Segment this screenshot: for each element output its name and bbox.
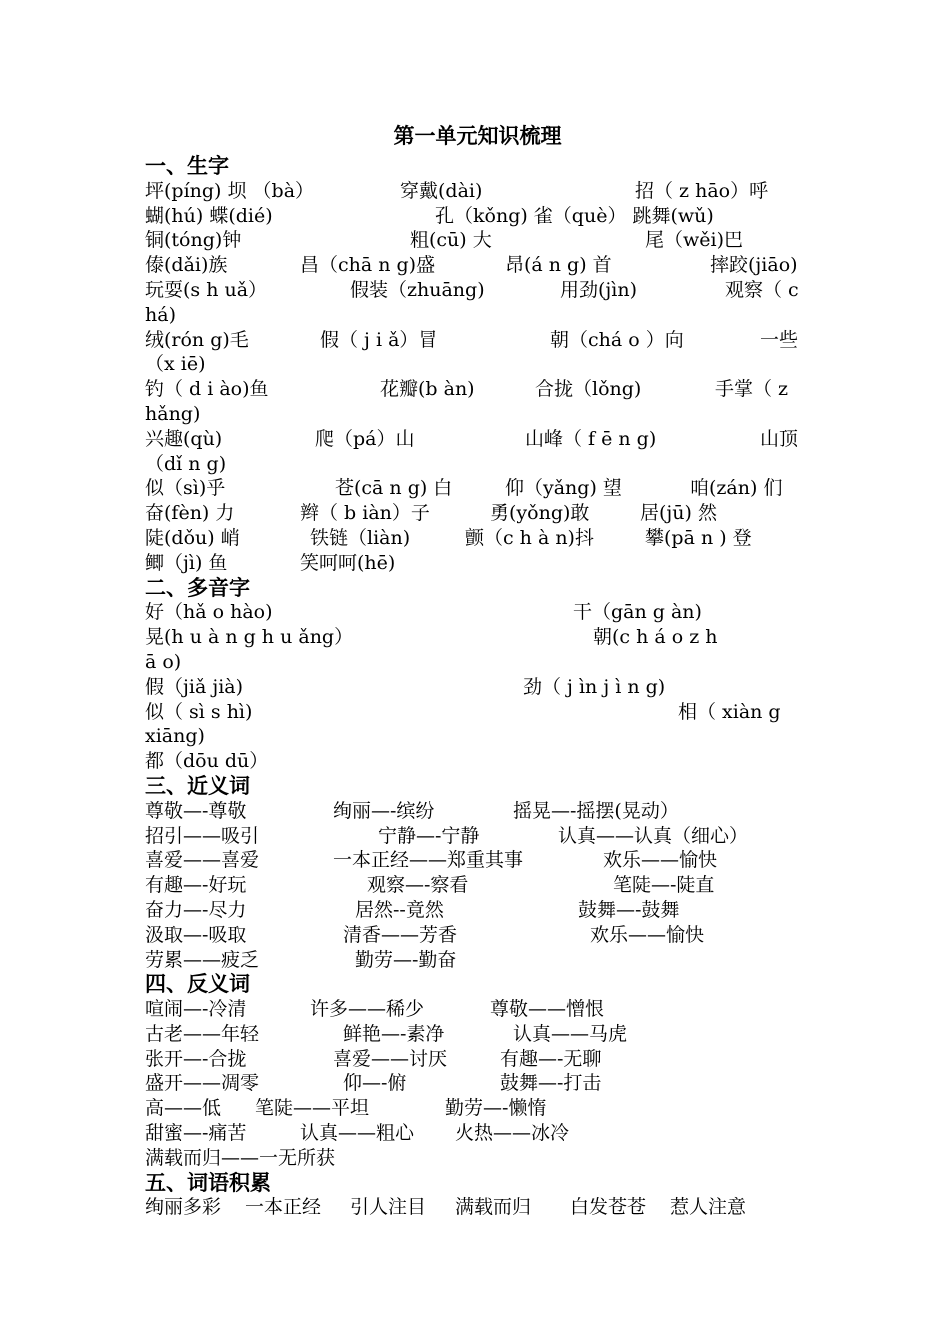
duoyin-list: [145, 600, 810, 774]
text-line: [145, 997, 810, 1022]
entry-text: 鼓舞—-打击: [500, 1072, 602, 1095]
entry-text: 认真——认真（细心）: [558, 824, 749, 847]
entry-text: 火热——冰冷: [455, 1122, 570, 1145]
text-line: [145, 749, 810, 774]
text-line: [145, 625, 810, 650]
entry-text: 喜爱——喜爱: [145, 849, 260, 872]
text-line: [145, 824, 810, 849]
shengzi-list: [145, 179, 810, 576]
entry-text: 尾（wěi)巴: [645, 229, 743, 252]
entry-text: 许多——稀少: [310, 998, 425, 1021]
entry-text: 手掌（ z: [715, 378, 789, 401]
entry-text: 笔陡—-陡直: [613, 874, 715, 897]
text-line: [145, 675, 810, 700]
section-heading: 三、近义词: [145, 773, 250, 798]
entry-text: 孔（kǒng) 雀（què） 跳舞(wǔ): [435, 204, 714, 227]
text-line: [145, 452, 810, 477]
entry-text: 满载而归——一无所获: [145, 1146, 336, 1169]
text-line: [145, 600, 810, 625]
section-heading: 二、多音字: [145, 575, 250, 600]
text-line: [145, 650, 810, 675]
entry-text: 坪(píng) 坝 （bà）: [145, 179, 315, 202]
entry-text: 铁链（liàn): [310, 526, 411, 549]
entry-text: 招（ z hāo）呼: [635, 179, 769, 202]
entry-text: 昂(á n g) 首: [505, 254, 612, 277]
entry-text: 似（sì)乎: [145, 477, 226, 500]
entry-text: 穿戴(dài): [400, 179, 483, 202]
entry-text: 观察（ c: [725, 278, 799, 301]
entry-text: 有趣—-无聊: [500, 1047, 602, 1070]
entry-text: 观察—-察看: [367, 874, 469, 897]
entry-text: 笑呵呵(hē): [300, 551, 396, 574]
entry-text: 用劲(jìn): [560, 278, 638, 301]
entry-text: 古老——年轻: [145, 1022, 260, 1045]
entry-text: 花瓣(b àn): [380, 378, 475, 401]
entry-text: ā o): [145, 650, 182, 673]
entry-text: 惹人注意: [670, 1196, 747, 1219]
text-line: [145, 1195, 810, 1220]
entry-text: 有趣—-好玩: [145, 874, 247, 897]
text-line: [145, 501, 810, 526]
entry-text: 招引——吸引: [145, 824, 260, 847]
entry-text: 盛开——凋零: [145, 1072, 260, 1095]
entry-text: 合拢（lǒng): [535, 378, 642, 401]
text-line: [145, 1096, 810, 1121]
entry-text: xiāng): [145, 725, 205, 748]
entry-text: 爬（pá）山: [315, 427, 415, 450]
entry-text: 粗(cū) 大: [410, 229, 492, 252]
entry-text: 宁静—-宁静: [378, 824, 480, 847]
entry-text: 满载而归: [455, 1196, 532, 1219]
entry-text: 甜蜜—-痛苦: [145, 1122, 247, 1145]
text-line: [145, 476, 810, 501]
entry-text: 朝（chá o ）向: [550, 328, 684, 351]
entry-text: 喜爱——讨厌: [333, 1047, 448, 1070]
entry-text: 鼓舞—-鼓舞: [578, 898, 680, 921]
entry-text: 勤劳—-勤奋: [355, 948, 457, 971]
entry-text: 攀(pā n ) 登: [645, 526, 752, 549]
entry-text: 假装（zhuāng): [350, 278, 485, 301]
entry-text: 山顶: [760, 427, 799, 450]
entry-text: 一些: [760, 328, 799, 351]
entry-text: 假（jiǎ jià): [145, 675, 244, 698]
text-line: [145, 278, 810, 303]
entry-text: 居然--竟然: [355, 898, 444, 921]
entry-text: 奋(fèn) 力: [145, 502, 235, 525]
entry-text: 钓（ d i ào)鱼: [145, 378, 269, 401]
entry-text: 绒(rón g)毛: [145, 328, 249, 351]
text-line: [145, 551, 810, 576]
text-line: [145, 352, 810, 377]
entry-text: 假（ j i ǎ）冒: [320, 328, 438, 351]
text-line: [145, 724, 810, 749]
text-line: [145, 427, 810, 452]
text-line: [145, 1146, 810, 1171]
entry-text: 笔陡——平坦: [255, 1097, 370, 1120]
text-line: [145, 1121, 810, 1146]
text-line: [145, 228, 810, 253]
text-line: [145, 303, 810, 328]
entry-text: 尊敬—-尊敬: [145, 799, 247, 822]
entry-text: 清香——芳香: [343, 923, 458, 946]
fanyi-list: [145, 997, 810, 1171]
entry-text: 干（gān g àn): [573, 601, 702, 624]
entry-text: 铜(tóng)钟: [145, 229, 242, 252]
section-heading: 一、生字: [145, 154, 229, 178]
entry-text: 都（dōu dū）: [145, 750, 269, 773]
section-heading: 四、反义词: [145, 972, 250, 997]
text-line: [145, 898, 810, 923]
entry-text: 一本正经: [245, 1196, 322, 1219]
entry-text: 仰—-俯: [343, 1072, 407, 1095]
text-line: [145, 700, 810, 725]
entry-text: 汲取—-吸取: [145, 923, 247, 946]
text-line: [145, 377, 810, 402]
entry-text: （dǐ n g): [145, 452, 227, 475]
entry-text: 高——低: [145, 1097, 222, 1120]
entry-text: 昌（chā n g)盛: [300, 254, 436, 277]
page-title: 第一单元知识梳理: [393, 124, 562, 148]
jinyi-list: [145, 799, 810, 973]
entry-text: 陡(dǒu) 峭: [145, 526, 240, 549]
entry-text: 山峰（ f ē n g): [525, 427, 657, 450]
entry-text: 认真——马虎: [513, 1022, 628, 1045]
text-line: [145, 923, 810, 948]
entry-text: 晃(h u à n g h u ǎng）: [145, 626, 354, 649]
entry-text: （x iē): [145, 353, 206, 376]
entry-text: 鲜艳—-素净: [343, 1022, 445, 1045]
entry-text: 奋力—-尽力: [145, 898, 247, 921]
entry-text: 颤（c h à n)抖: [465, 526, 594, 549]
entry-text: 尊敬——憎恨: [490, 998, 605, 1021]
entry-text: 似（ sì s hì): [145, 700, 253, 723]
entry-text: 蝴(hú) 蝶(dié): [145, 204, 273, 227]
text-line: [145, 799, 810, 824]
entry-text: 摇晃—-摇摆(晃动）: [513, 799, 679, 822]
entry-text: 欢乐——愉快: [603, 849, 718, 872]
entry-text: 相（ xiàn g: [678, 700, 781, 723]
entry-text: 居(jū) 然: [640, 502, 717, 525]
text-line: [145, 526, 810, 551]
entry-text: 欢乐——愉快: [590, 923, 705, 946]
text-line: [145, 402, 810, 427]
document-page: [145, 118, 810, 1220]
entry-text: 白发苍苍: [570, 1196, 647, 1219]
entry-text: 咱(zán) 们: [690, 477, 783, 500]
entry-text: 苍(cā n g) 白: [335, 477, 453, 500]
entry-text: 好（hǎ o hào): [145, 601, 273, 624]
section-heading: 五、词语积累: [145, 1170, 271, 1195]
entry-text: há): [145, 303, 176, 326]
entry-text: 兴趣(qù): [145, 427, 223, 450]
text-line: [145, 848, 810, 873]
entry-text: 勇(yǒng)敢: [490, 502, 590, 525]
entry-text: 认真——粗心: [300, 1122, 415, 1145]
text-line: [145, 1047, 810, 1072]
ciyu-list: [145, 1195, 810, 1220]
entry-text: 张开—-合拢: [145, 1047, 247, 1070]
text-line: [145, 1071, 810, 1096]
entry-text: 鲫（jì) 鱼: [145, 551, 228, 574]
entry-text: 绚丽多彩: [145, 1196, 222, 1219]
entry-text: 仰（yǎng) 望: [505, 477, 622, 500]
text-line: [145, 948, 810, 973]
entry-text: 摔跤(jiāo): [710, 254, 798, 277]
text-line: [145, 873, 810, 898]
entry-text: 傣(dǎi)族: [145, 254, 228, 277]
entry-text: 朝(c h á o z h: [593, 626, 718, 649]
text-line: [145, 1022, 810, 1047]
entry-text: 绚丽—-缤纷: [333, 799, 435, 822]
entry-text: 劲（ j ìn j ì n g): [523, 675, 666, 698]
entry-text: 引人注目: [350, 1196, 427, 1219]
entry-text: 喧闹—-冷清: [145, 998, 247, 1021]
entry-text: 一本正经——郑重其事: [333, 849, 524, 872]
text-line: [145, 204, 810, 229]
text-line: [145, 253, 810, 278]
entry-text: 劳累——疲乏: [145, 948, 260, 971]
text-line: [145, 179, 810, 204]
entry-text: hǎng): [145, 402, 201, 425]
entry-text: 辫（ b iàn）子: [300, 502, 430, 525]
entry-text: 玩耍(s h uǎ）: [145, 278, 268, 301]
entry-text: 勤劳—-懒惰: [445, 1097, 547, 1120]
text-line: [145, 328, 810, 353]
